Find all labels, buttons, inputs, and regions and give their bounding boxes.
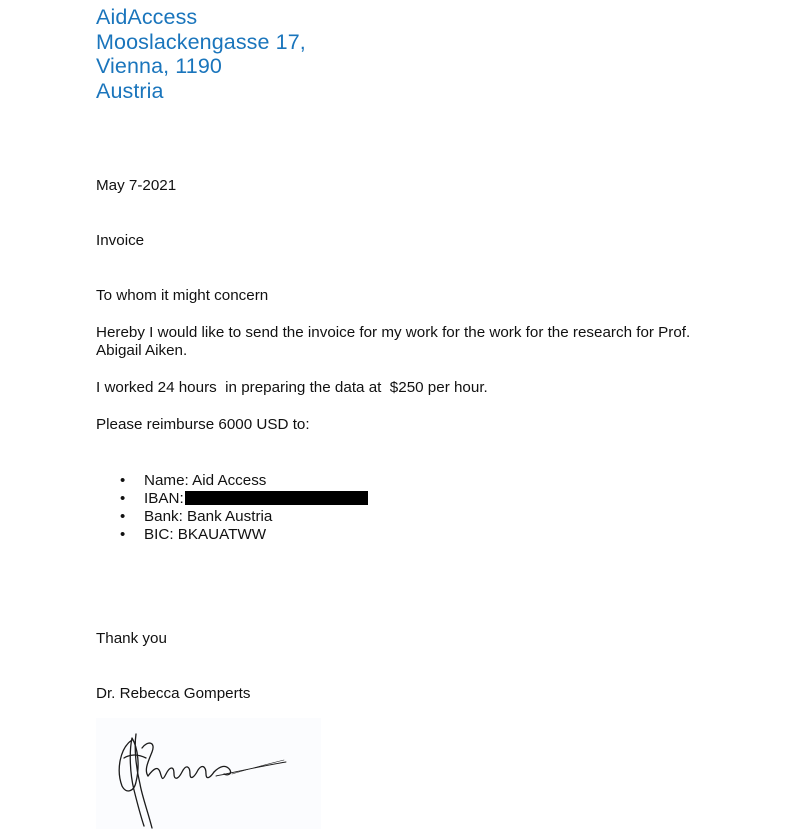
city-postcode: Vienna, 1190 <box>96 54 222 78</box>
country: Austria <box>96 78 164 103</box>
list-item <box>96 526 368 544</box>
letter-date: May 7-2021 <box>96 177 177 194</box>
bullet-icon: • <box>120 490 126 507</box>
bank-name: Bank: Bank Austria <box>144 508 273 525</box>
organization-name: AidAccess <box>96 5 198 29</box>
bullet-icon: • <box>120 472 126 489</box>
handwritten-signature <box>96 718 321 829</box>
reimburse-line: Please reimburse 6000 USD to: <box>96 416 310 433</box>
letterhead <box>96 5 306 103</box>
bic-code: BIC: BKAUATWW <box>144 526 267 543</box>
iban-label: IBAN: <box>144 490 184 507</box>
bullet-icon: • <box>120 526 126 543</box>
account-name: Name: Aid Access <box>144 472 267 489</box>
letter-subject: Invoice <box>96 232 145 249</box>
signer-name: Dr. Rebecca Gomperts <box>96 685 251 702</box>
list-item <box>96 472 368 490</box>
iban-redaction-bar <box>185 491 368 505</box>
street-address: Mooslackengasse 17, <box>96 29 306 54</box>
signature-icon <box>96 718 321 829</box>
list-item <box>96 508 368 526</box>
body-paragraph: Hereby I would like to send the invoice for my work for the work for the research for Prof. Abigail Aiken. <box>96 324 691 359</box>
greeting: To whom it might concern <box>96 287 269 304</box>
bank-details-list <box>96 472 368 544</box>
closing: Thank you <box>96 630 167 647</box>
bullet-icon: • <box>120 508 126 525</box>
work-hours-line: I worked 24 hours in preparing the data at $250 per hour. <box>96 379 488 396</box>
list-item <box>96 490 368 508</box>
